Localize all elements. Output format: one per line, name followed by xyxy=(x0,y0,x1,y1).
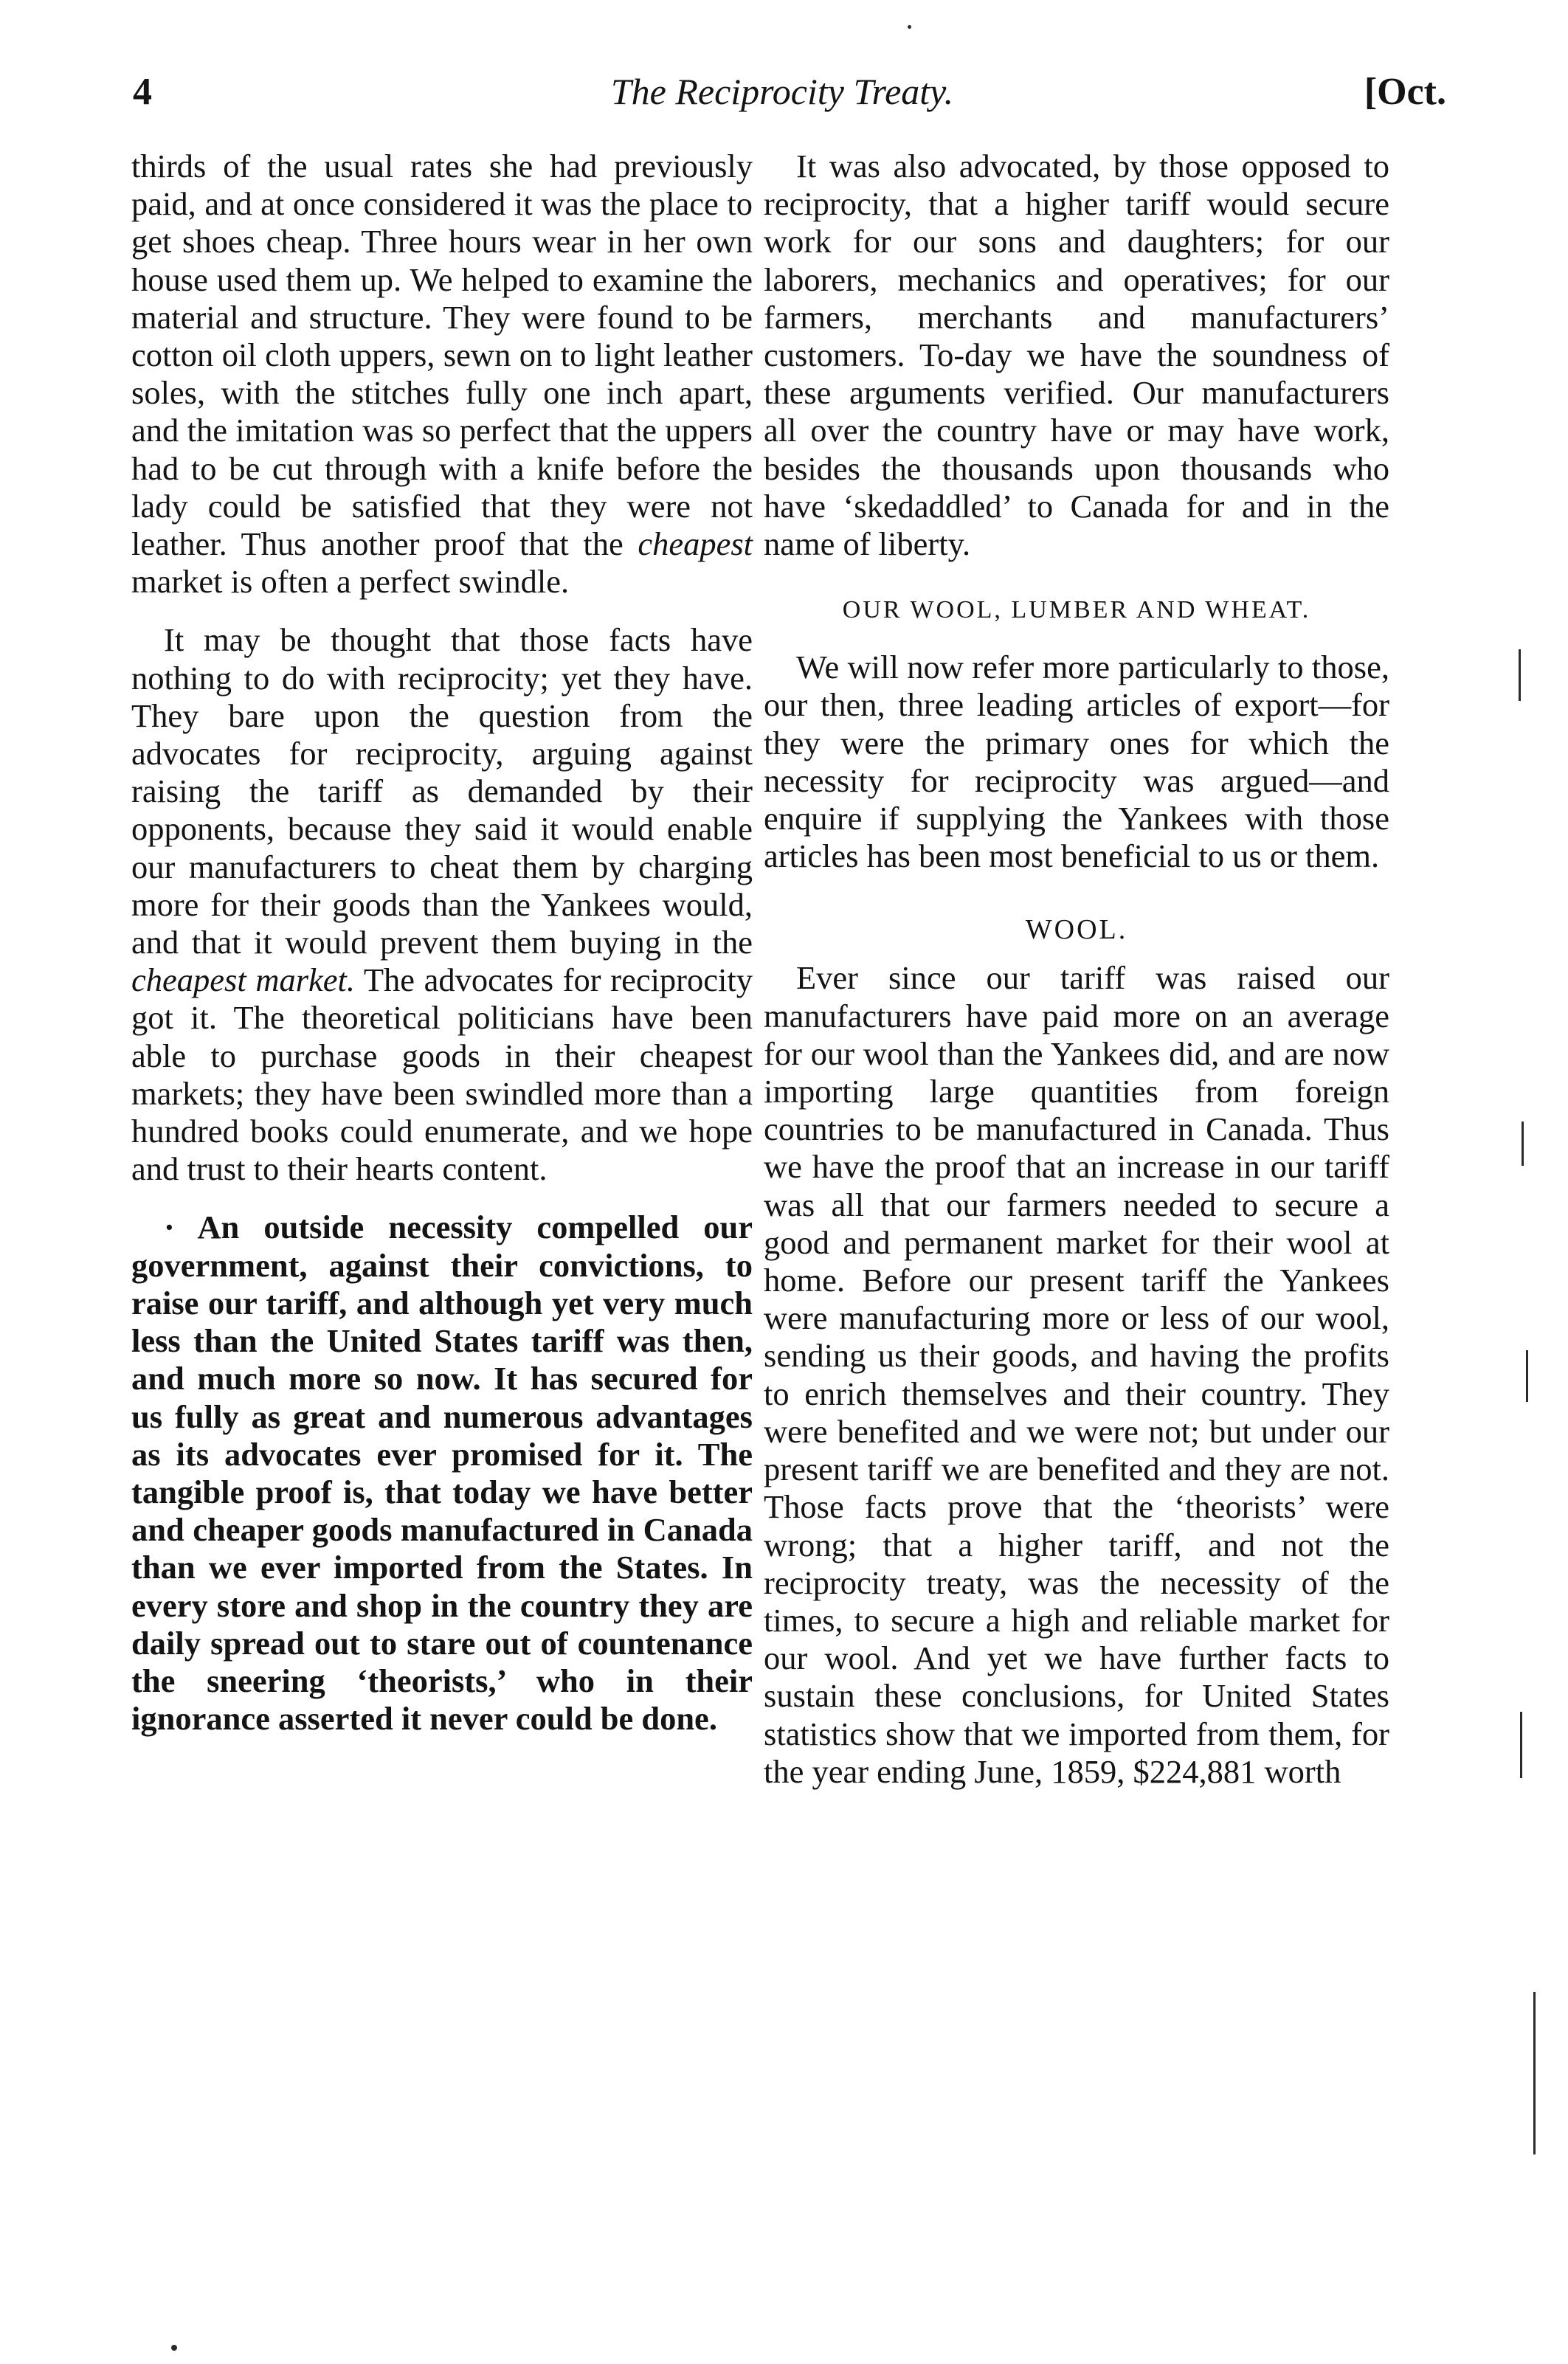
margin-mark xyxy=(1526,1350,1528,1402)
left-paragraph-2-text: It may be thought that those facts have nothing to do with reciprocity; yet they have. They bare upon the question from the advocates for reciprocity, arguing against raising the tariff as demanded by their opponents, because they said it would enable our manufacturers to cheat them by charging more for their goods than the Yankees would, and that it would prevent them buying in the xyxy=(131,621,753,961)
left-paragraph-1-end: market is often a perfect swindle. xyxy=(131,563,570,601)
section-heading-wool: WOOL. xyxy=(1025,914,1128,946)
left-column xyxy=(131,148,753,1738)
left-paragraph-1-text: thirds of the usual rates she had previously paid, and at once considered it was the place to get shoes cheap. Three hours wear in her own house used them up. We helped to examine the material and structure. They were found to be cotton oil cloth uppers, sewn on to light leather soles, with the stitches fully one inch apart, and the imitation was so perfect that the uppers had to be cut through with a knife before the lady could be satisfied that they were not leather. Thus another proof that the xyxy=(131,148,753,563)
left-paragraph-1 xyxy=(131,148,753,601)
right-paragraph-3: Ever since our tariff was raised our manufacturers have paid more on an average for our wool than the Yankees did, and are now importing large quantities from foreign countries to be manufactured in Canada. Thus we have the proof that an increase in our tariff was all that our farmers needed to secure a good and permanent market for their wool at home. Before our present tariff the Yankees were manufacturing more or less of our wool, sending us their goods, and having the profits to enrich themselves and their country. They were benefited and we were not; but under our present tariff we are benefited and they are not. Those facts prove that the ‘theorists’ were wrong; that a higher tariff, and not the reciprocity treaty, was the necessity of the times, to secure a high and reliable market for our wool. And yet we have further facts to sustain these conclusions, for United States statistics show that we imported from them, for the year ending June, 1859, $224,881 worth xyxy=(764,959,1389,1790)
margin-mark xyxy=(1520,1712,1522,1778)
right-paragraph-1: It was also advocated, by those opposed to reciprocity, that a higher tariff would secure work for our sons and daughters; for our laborers, mechanics and operatives; for our farmers, merchants and manufacturers’ customers. To-day we have the soundness of these arguments verified. Our manufacturers all over the country have or may have work, besides the thousands upon thousands who have ‘skedaddled’ to Canada for and in the name of liberty. xyxy=(764,148,1389,563)
header-date: [Oct. xyxy=(1364,71,1446,113)
left-paragraph-2 xyxy=(131,621,753,1188)
left-paragraph-2-end: The advocates for reciprocity got it. The theoretical politicians have been able to purchase goods in their cheapest markets; they have been swindled more than a hundred books could enumerate, and we hope and trust to their hearts content. xyxy=(131,961,753,1188)
left-paragraph-1-emphasis: cheapest xyxy=(638,525,753,563)
margin-mark xyxy=(1522,1121,1524,1166)
running-title: The Reciprocity Treaty. xyxy=(610,71,954,112)
left-paragraph-3: · An outside necessity compelled our government, against their convictions, to raise our tariff, and although yet very much less than the United States tariff was then, and much more so now. It has secured for us fully as great and numerous advantages as its advocates ever promised for it. The tangible proof is, that today we have better and cheaper goods manufactured in Canada than we ever imported from the States. In every store and shop in the country they are daily spread out to stare out of countenance the sneering ‘theorists,’ who in their ignorance asserted it never could be done. xyxy=(131,1209,753,1738)
page-header xyxy=(118,70,1446,136)
page-number: 4 xyxy=(133,71,152,113)
section-heading-wool-lumber-wheat: OUR WOOL, LUMBER AND WHEAT. xyxy=(842,596,1311,624)
right-column xyxy=(764,148,1389,1791)
left-paragraph-2-emphasis: cheapest market. xyxy=(131,961,356,999)
margin-mark xyxy=(1519,649,1521,701)
right-paragraph-2: We will now refer more particularly to those, our then, three leading articles of export—for they were the primary ones for which the necessity for reciprocity was argued—and enquire if supplying the Yankees with those articles has been most beneficial to us or them. xyxy=(764,649,1389,875)
margin-mark xyxy=(171,2345,177,2351)
margin-mark xyxy=(908,25,911,29)
margin-mark xyxy=(1533,1992,1536,2154)
